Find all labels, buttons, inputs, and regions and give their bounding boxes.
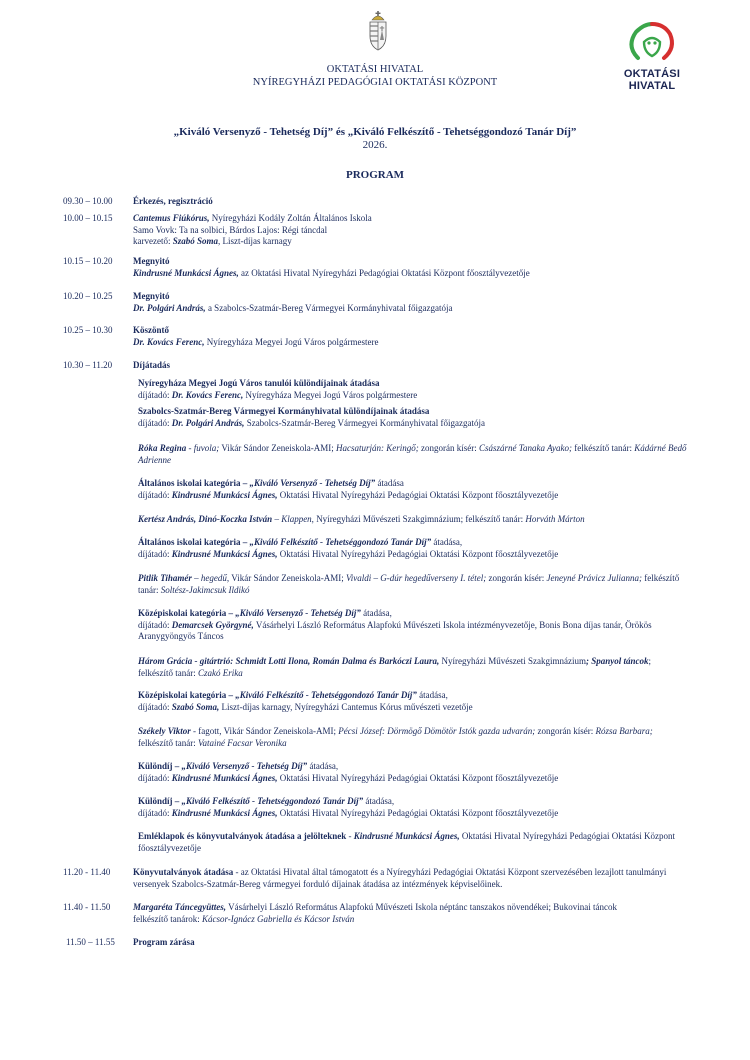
award-category: Általános iskolai kategória – xyxy=(138,478,250,488)
row-title: Megnyitó xyxy=(133,256,170,266)
instrument: - fuvola; xyxy=(186,443,220,453)
time-slot: 10.15 – 10.20 xyxy=(63,256,113,266)
coat-of-arms-icon xyxy=(366,10,390,52)
header-line-2: NYÍREGYHÁZI PEDAGÓGIAI OKTATÁSI KÖZPONT xyxy=(252,77,498,88)
presenter-label: díjátadó: xyxy=(138,417,172,428)
presenter-title: Oktatási Hivatal Nyíregyházi Pedagógiai Oktatási Központ főosztályvezetője xyxy=(138,831,676,853)
award-block xyxy=(138,690,688,713)
row-title: Könyvutalványok átadása xyxy=(133,867,234,877)
instrument: - fagott, xyxy=(190,726,222,736)
event-title xyxy=(0,126,750,139)
award-category: Különdíj – xyxy=(138,761,182,771)
time-slot: 10.30 – 11.20 xyxy=(63,360,113,370)
presenter-label: díjátadó: xyxy=(138,548,172,559)
instrument: – hegedű, xyxy=(191,573,230,583)
teacher-name: Kádárné Bedő Adrienne xyxy=(138,443,687,465)
award-title: Szabolcs-Szatmár-Bereg Vármegyei Kormányhivatal különdíjainak átadása xyxy=(138,406,430,416)
performer-school: Vikár Sándor Zeneiskola-AMI; xyxy=(229,573,346,583)
performance-block xyxy=(138,514,688,526)
award-tail: átadása, xyxy=(431,537,463,547)
logo-line-2: HIVATAL xyxy=(628,80,676,92)
teacher-name: Kácsor-Ignácz Gabriella és Kácsor István xyxy=(201,913,355,924)
award-tail: átadása xyxy=(375,478,404,488)
presenter-name: Kindrusné Munkácsi Ágnes, xyxy=(353,831,460,841)
award-tail: átadása, xyxy=(360,608,392,618)
row-title: Köszöntő xyxy=(133,325,169,335)
presenter-name: Kindrusné Munkácsi Ágnes, xyxy=(171,772,278,783)
award-category: Középiskolai kategória – xyxy=(138,690,236,700)
presenter-name: Kindrusné Munkácsi Ágnes, xyxy=(171,548,278,559)
time-slot: 09.30 – 10.00 xyxy=(63,196,113,206)
performer-name: Kertész András, Dinó-Koczka István xyxy=(138,514,273,524)
performer-school: Nyíregyházi Művészeti Szakgimnázium; felkészítő tanár: xyxy=(313,514,526,524)
performer-school: Vásárhelyi László Református Alapfokú Művészeti Iskola néptánc tanszakos növendékei; Bukovinai táncok xyxy=(226,902,617,912)
accompanist-label: zongorán kísér: xyxy=(418,443,480,453)
time-slot: 11.20 - 11.40 xyxy=(63,867,111,877)
speaker-title: az Oktatási Hivatal Nyíregyházi Pedagógiai Oktatási Központ főosztályvezetője xyxy=(238,267,530,278)
piece: Vivaldi – G-dúr hegedűverseny I. tétel; xyxy=(345,573,487,583)
presenter-name: Dr. Polgári András, xyxy=(171,417,245,428)
award-category: Különdíj – xyxy=(138,796,182,806)
time-slot: 11.50 – 11.55 xyxy=(66,937,115,947)
performance-block xyxy=(138,573,688,596)
presenter-title: Liszt-díjas karnagy, Nyíregyházi Cantemus Kórus művészeti vezetője xyxy=(219,701,473,712)
time-slot: 10.00 – 10.15 xyxy=(63,213,113,223)
presenter-name: Szabó Soma, xyxy=(171,701,220,712)
performance-pieces: Samo Vovk: Ta na solbici, Bárdos Lajos: Régi táncdal xyxy=(133,224,328,235)
performer-name: Székely Viktor xyxy=(138,726,191,736)
award-block xyxy=(138,378,688,401)
award-tail: átadása, xyxy=(416,690,448,700)
award-name: „Kiváló Versenyző - Tehetség Díj” xyxy=(235,608,361,618)
teacher-name: Czakó Erika xyxy=(197,667,243,678)
row-description: - az Oktatási Hivatal által támogatott és a Nyíregyházi Pedagógiai Oktatási Központ szervezésében lezajlott tanulmányi versenyek Szabolcs-Szatmár-Bereg vármegyei forduló díjainak átadása az intézmények képviselőinek. xyxy=(133,867,667,889)
performance-block xyxy=(138,443,688,466)
piece: Hacsaturján: Keringő; xyxy=(336,443,419,453)
teacher-label: felkészítő tanár: xyxy=(138,737,198,748)
presenter-title: Oktatási Hivatal Nyíregyházi Pedagógiai Oktatási Központ főosztályvezetője xyxy=(277,489,559,500)
teacher-name: Vatainé Facsar Veronika xyxy=(197,737,287,748)
award-block xyxy=(138,478,688,501)
award-category: Általános iskolai kategória – xyxy=(138,537,250,547)
performer-name: Pitlik Tihamér xyxy=(138,573,192,583)
row-title: Díjátadás xyxy=(133,360,171,370)
presenter-label: díjátadó: xyxy=(138,489,172,500)
conductor-title: , Liszt-díjas karnagy xyxy=(218,236,292,247)
program-heading: PROGRAM xyxy=(345,169,405,181)
award-title: Nyíregyháza Megyei Jogú Város tanulói különdíjainak átadása xyxy=(138,378,380,388)
logo-wordmark xyxy=(606,68,698,92)
award-tail: átadása, xyxy=(307,761,339,771)
teacher-label: felkészítő tanárok: xyxy=(133,913,202,924)
performer-school: Nyíregyházi Kodály Zoltán Általános Iskola xyxy=(209,213,372,223)
accompanist-name: Rózsa Barbara; xyxy=(595,726,653,736)
presenter-title: Szabolcs-Szatmár-Bereg Vármegyei Kormányhivatal főigazgatója xyxy=(244,417,485,428)
award-block xyxy=(138,537,688,560)
performance-block xyxy=(138,656,688,679)
presenter-name: Dr. Kovács Ferenc, xyxy=(171,389,244,400)
award-block xyxy=(138,761,688,784)
logo-line-1: OKTATÁSI xyxy=(623,68,681,80)
separator: - xyxy=(346,831,354,841)
presenter-name: Kindrusné Munkácsi Ágnes, xyxy=(171,489,278,500)
speaker-name: Dr. Polgári András, xyxy=(133,302,206,313)
award-block xyxy=(138,608,688,643)
oktatasi-hivatal-logo-icon xyxy=(616,20,688,70)
award-block xyxy=(138,831,688,854)
speaker-title: Nyíregyháza Megyei Jogú Város polgármestere xyxy=(204,336,379,347)
accompanist-name: Jeneyné Právicz Julianna; xyxy=(546,573,642,583)
speaker-name: Kindrusné Munkácsi Ágnes, xyxy=(133,267,239,278)
teacher-name: Soltész-Jakimcsuk Ildikó xyxy=(160,584,250,595)
time-slot: 10.25 – 10.30 xyxy=(63,325,113,335)
speaker-name: Dr. Kovács Ferenc, xyxy=(133,336,205,347)
presenter-title: Nyíregyháza Megyei Jogú Város polgármestere xyxy=(243,389,418,400)
award-title: Emléklapok és könyvutalványok átadása a jelölteknek xyxy=(138,831,347,841)
award-name: „Kiváló Versenyző - Tehetség Díj” xyxy=(181,761,308,771)
award-tail: átadása, xyxy=(363,796,395,806)
time-slot: 11.40 - 11.50 xyxy=(63,902,111,912)
piece: – Klappen, xyxy=(272,514,314,524)
performer-name: Cantemus Fiúkórus, xyxy=(133,213,210,223)
presenter-name: Demarcsek Györgyné, xyxy=(171,619,254,630)
piece: ; Spanyol táncok xyxy=(586,656,649,666)
teacher-label: ; felkészítő tanár: xyxy=(138,656,652,678)
teacher-label: felkészítő tanár: xyxy=(138,573,680,595)
piece: Pécsi József: Dörmögő Dömötör Istók gazda udvarán; xyxy=(338,726,536,736)
award-category: Középiskolai kategória – xyxy=(138,608,236,618)
performer-name: Róka Regina xyxy=(138,443,187,453)
performer-name: Margaréta Táncegyüttes, xyxy=(133,902,226,912)
conductor-name: Szabó Soma xyxy=(172,236,218,247)
time-slot: 10.20 – 10.25 xyxy=(63,291,113,301)
teacher-label: felkészítő tanár: xyxy=(572,443,635,453)
presenter-label: díjátadó: xyxy=(138,772,172,783)
header-line-1: OKTATÁSI HIVATAL xyxy=(326,64,424,75)
award-name: „Kiváló Felkészítő - Tehetséggondozó Tanár Díj” xyxy=(181,796,364,806)
award-block xyxy=(138,796,688,819)
performer-school: Vikár Sándor Zeneiskola-AMI; xyxy=(219,443,337,453)
award-name: „Kiváló Felkészítő - Tehetséggondozó Tanár Díj” xyxy=(249,537,432,547)
presenter-title: Oktatási Hivatal Nyíregyházi Pedagógiai Oktatási Központ főosztályvezetője xyxy=(277,807,559,818)
accompanist-label: zongorán kísér: xyxy=(486,573,547,583)
accompanist-label: zongorán kísér: xyxy=(535,726,596,736)
row-title: Program zárása xyxy=(133,937,195,947)
presenter-title: Vásárhelyi László Református Alapfokú Művészeti Iskola intézményvezetője, Bonis Bona díjas tanár, Örökös Aranygyöngyös Táncos xyxy=(138,619,652,642)
event-title-text: „Kiváló Versenyző - Tehetség Díj” és „Kiváló Felkészítő - Tehetséggondozó Tanár Díj” xyxy=(173,126,577,138)
row-title: Érkezés, regisztráció xyxy=(133,196,213,206)
speaker-title: a Szabolcs-Szatmár-Bereg Vármegyei Kormányhivatal főigazgatója xyxy=(205,302,453,313)
presenter-label: díjátadó: xyxy=(138,807,172,818)
award-name: „Kiváló Felkészítő - Tehetséggondozó Tanár Díj” xyxy=(235,690,417,700)
accompanist-name: Császárné Tanaka Ayako; xyxy=(479,443,573,453)
award-name: „Kiváló Versenyző - Tehetség Díj” xyxy=(249,478,376,488)
award-block xyxy=(138,406,688,429)
presenter-label: díjátadó: xyxy=(138,389,172,400)
presenter-title: Oktatási Hivatal Nyíregyházi Pedagógiai Oktatási Központ főosztályvezetője xyxy=(277,548,559,559)
presenter-label: díjátadó: xyxy=(138,701,172,712)
presenter-title: Oktatási Hivatal Nyíregyházi Pedagógiai Oktatási Központ főosztályvezetője xyxy=(277,772,559,783)
performer-school: Nyíregyházi Művészeti Szakgimnázium xyxy=(439,656,586,666)
row-title: Megnyitó xyxy=(133,291,170,301)
performer-name: Három Grácia - gitártrió: Schmidt Lotti Ilona, Román Dalma és Barkóczi Laura, xyxy=(138,656,440,666)
performance-block xyxy=(138,726,688,749)
teacher-name: Horváth Márton xyxy=(525,514,585,524)
performer-school: Vikár Sándor Zeneiskola-AMI; xyxy=(221,726,339,736)
event-year: 2026. xyxy=(362,139,388,151)
presenter-name: Kindrusné Munkácsi Ágnes, xyxy=(171,807,278,818)
conductor-label: karvezető: xyxy=(133,236,173,247)
presenter-label: díjátadó: xyxy=(138,619,172,630)
